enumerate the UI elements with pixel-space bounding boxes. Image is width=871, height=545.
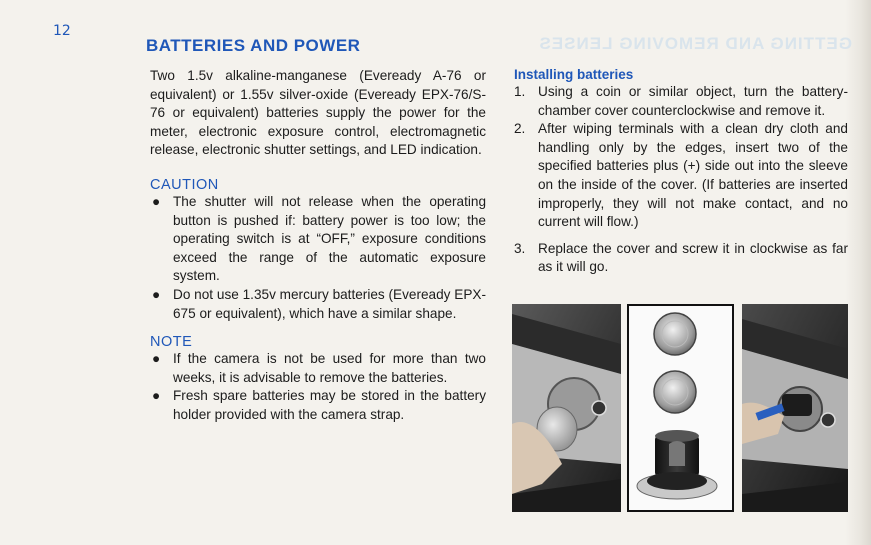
step-number: 2. <box>514 121 526 137</box>
bullet-icon: ● <box>152 388 161 404</box>
note-item-text: Fresh spare batteries may be stored in the battery holder provided with the camera strap. <box>173 388 486 422</box>
page-title: BATTERIES AND POWER <box>146 36 361 55</box>
replacing-cover-illustration <box>742 304 848 512</box>
note-list <box>150 350 486 424</box>
page-number: 12 <box>53 23 71 39</box>
step-number: 1. <box>514 84 526 99</box>
photo-batteries-and-cover <box>627 304 734 512</box>
caution-item-text: The shutter will not release when the operating button is pushed if: battery power is too low; the operating switch is at “OFF,” exposure conditions exceed the range of the automatic exposure system. <box>173 193 486 284</box>
note-item-text: If the camera is not be used for more than two weeks, it is advisable to remove the batteries. <box>173 351 486 385</box>
photo-replacing-cover <box>742 304 848 512</box>
step-item <box>514 120 848 232</box>
bleed-through-text: GETTING AND REMOVING LENSES <box>538 34 852 53</box>
step-text: After wiping terminals with a clean dry cloth and handling only by the edges, insert two of the specified batteries plus (+) side out into the sleeve on the inside of the cover. (If batteries are inserted improperly, they will not make contact, and no current will flow.) <box>538 121 848 230</box>
step-number: 3. <box>514 240 526 256</box>
caution-heading: CAUTION <box>150 176 219 193</box>
right-column <box>514 67 848 277</box>
caution-item <box>150 286 486 323</box>
note-item <box>150 350 486 387</box>
coin-turning-cover-illustration <box>512 304 621 512</box>
intro-paragraph: Two 1.5v alkaline-manganese (Eveready A-76 or equivalent) or 1.55v silver-oxide (Eveready EPX-76/S-76 or equivalent) batteries supply the power for the meter, electronic exposure control, electromagnetic release, electronic shutter settings, and LED indication. <box>150 68 486 158</box>
note-item <box>150 387 486 424</box>
step-text: Replace the cover and screw it in clockwise as far as it will go. <box>538 240 848 275</box>
caution-list <box>150 193 486 323</box>
caution-item <box>150 193 486 286</box>
bullet-icon: ● <box>152 193 161 209</box>
bullet-icon: ● <box>152 286 161 302</box>
left-column <box>150 67 486 425</box>
step-text: Using a coin or similar object, turn the battery-chamber cover counterclockwise and remove it. <box>538 84 848 118</box>
photo-coin-turning-cover <box>512 304 621 512</box>
batteries-and-cover-illustration <box>629 306 732 510</box>
page-edge <box>845 0 871 545</box>
installing-heading: Installing batteries <box>514 67 634 82</box>
step-item <box>514 240 848 277</box>
step-item <box>514 83 848 120</box>
bullet-icon: ● <box>152 351 161 367</box>
note-heading: NOTE <box>150 334 193 351</box>
installing-steps <box>514 83 848 277</box>
battery-photo-strip <box>512 304 848 514</box>
caution-item-text: Do not use 1.35v mercury batteries (Eveready EPX-675 or equivalent), which have a similar shape. <box>173 286 486 321</box>
